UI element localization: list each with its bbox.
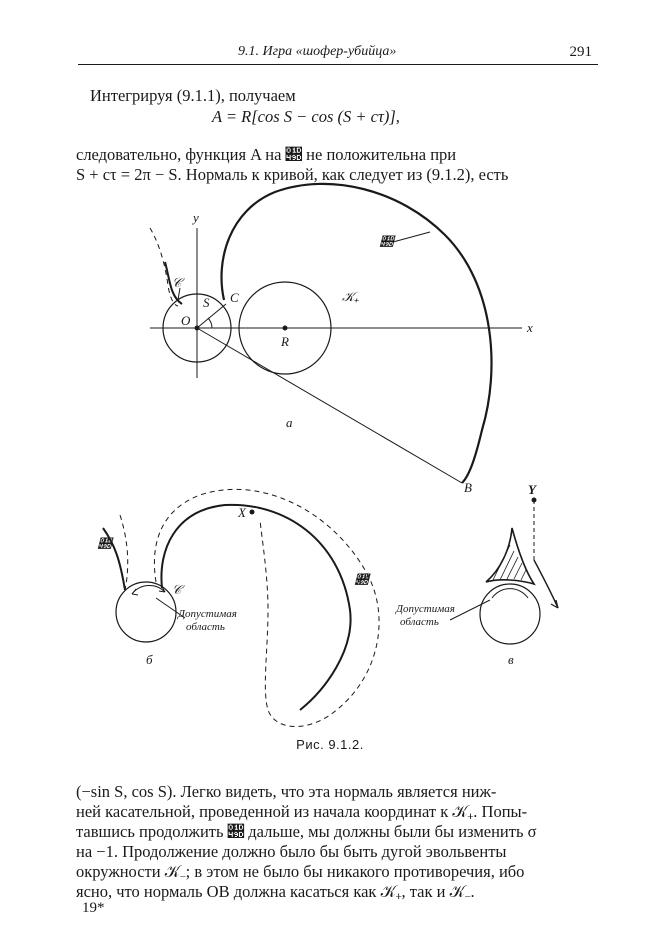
- point-r-dot: [283, 326, 288, 331]
- label-curve-c: 𝒞: [172, 275, 182, 290]
- circle-b: [116, 582, 176, 642]
- panel-b-labels: [97, 505, 371, 667]
- panel-a-labels: [172, 210, 533, 495]
- panel-c-label: в: [508, 652, 514, 667]
- label-r: R: [281, 334, 289, 349]
- label-b-point: B: [464, 480, 472, 495]
- signature-mark: 19*: [82, 900, 105, 916]
- leader-b: [393, 232, 430, 242]
- text-line: S + cτ = 2π − S. Нормаль к кривой, как следует из (9.1.2), есть: [76, 165, 509, 184]
- panel-a-label: а: [286, 415, 293, 430]
- text-line: на −1. Продолжение должно было бы быть дугой эвольвенты: [76, 842, 507, 861]
- panel-b-label: б: [146, 652, 153, 667]
- running-head: 9.1. Игра «шофер-убийца»: [238, 44, 397, 59]
- label-b-right: 𝒝: [355, 572, 368, 587]
- panel-b: [103, 489, 379, 726]
- figure-caption: Рис. 9.1.2.: [296, 737, 364, 752]
- label-y-axis: y: [193, 210, 199, 225]
- text-line: (−sin S, cos S). Легко видеть, что эта нормаль является ниж-: [76, 782, 497, 801]
- text-line: ней касательной, проведенной из начала координат к 𝒦₊. Попы-: [76, 802, 528, 821]
- label-x-axis: x: [527, 320, 533, 335]
- label-c-b: 𝒞: [172, 582, 182, 597]
- text-line: Интегрируя (9.1.1), получаем: [90, 86, 296, 105]
- hatched-region: [486, 528, 534, 584]
- text-line: ясно, что нормаль OB должна касаться как 𝒦₊, так и 𝒦₋.: [76, 882, 475, 901]
- label-b-left: 𝒝: [98, 536, 111, 551]
- point-o-dot: [195, 326, 200, 331]
- region-label-c-1: Допустимая: [396, 603, 455, 615]
- label-o: O: [181, 313, 191, 328]
- region-label-b-2: область: [186, 621, 225, 633]
- text-line: окружности 𝒦₋; в этом не было бы никакого противоречия, ибо: [76, 862, 525, 881]
- normal-ob: [197, 328, 462, 483]
- label-c: C: [230, 290, 239, 305]
- leader-region-c: [450, 600, 490, 620]
- label-curve-b: 𝒝: [380, 234, 393, 249]
- label-circle-k: 𝒦₊: [342, 289, 359, 304]
- label-x: X: [238, 505, 246, 520]
- arc-arrow: [132, 585, 165, 594]
- formula: A = R[cos S − cos (S + cτ)],: [212, 107, 400, 126]
- text-line: следовательно, функция A на 𝒝 не положительна при: [76, 145, 457, 164]
- region-label-b-1: Допустимая: [178, 608, 237, 620]
- point-x-dot: [250, 510, 255, 515]
- panel-c: [450, 498, 558, 645]
- label-y: Y: [528, 482, 536, 497]
- arrow-head-left-icon: [132, 589, 138, 595]
- label-s: S: [203, 295, 210, 310]
- angle-s-arc: [208, 318, 212, 328]
- text-line: тавшись продолжить 𝒝 дальше, мы должны были бы изменить σ: [76, 822, 537, 841]
- panel-a: [150, 184, 522, 483]
- arc-arrow-c: [492, 589, 528, 598]
- curve-b: [222, 184, 492, 483]
- point-y-dot: [532, 498, 537, 503]
- page-number: 291: [569, 44, 592, 60]
- circle-c: [480, 584, 540, 644]
- region-label-c-2: область: [400, 616, 439, 628]
